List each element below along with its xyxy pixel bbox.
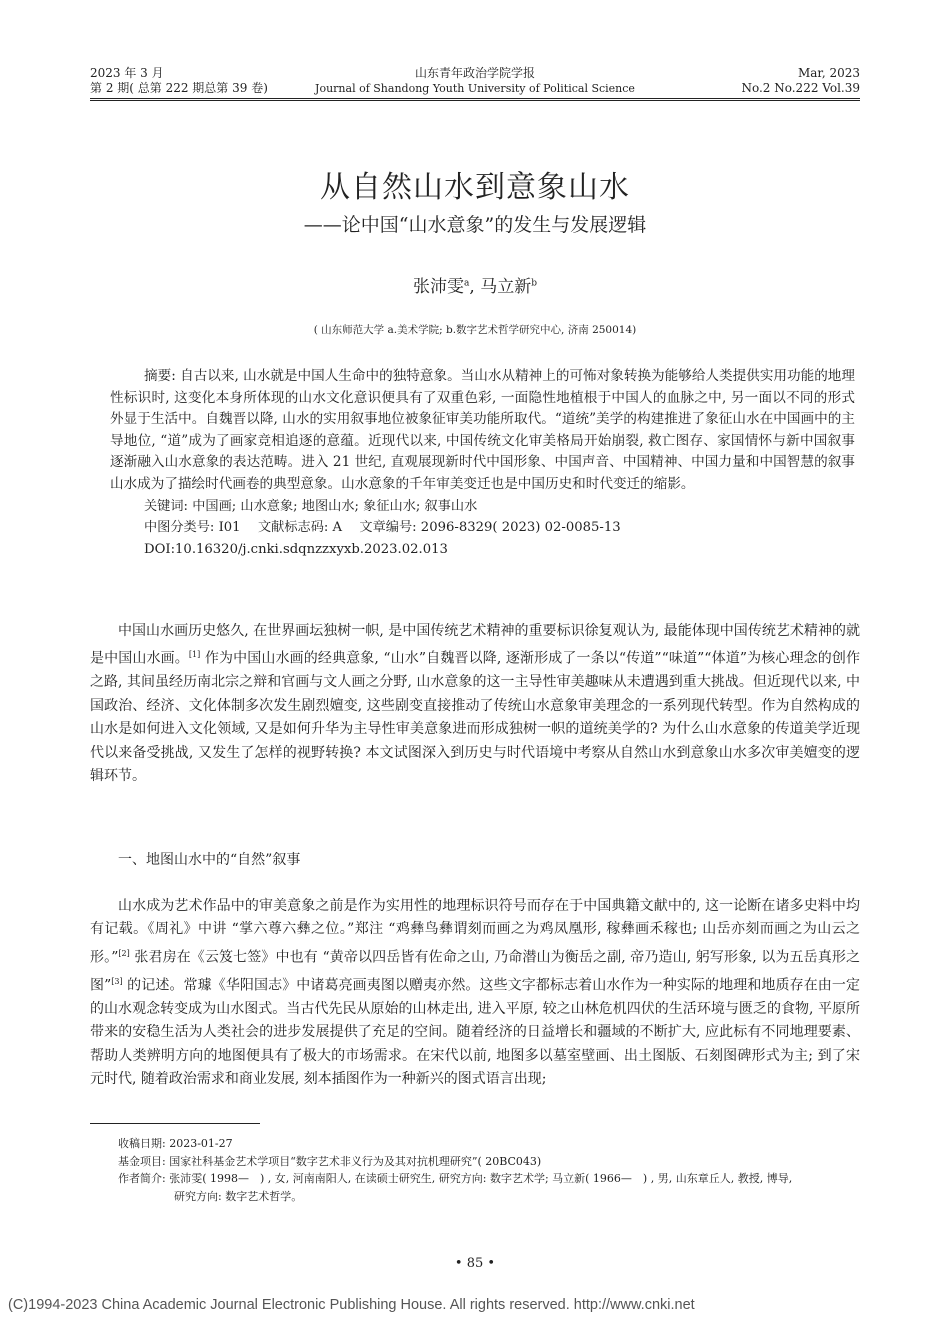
article-subtitle: ——论中国“山水意象”的发生与发展逻辑: [303, 214, 647, 236]
author-line: [0, 272, 950, 297]
author-bio: 作者简介: 张沛雯( 1998— ) , 女, 河南南阳人, 在读硕士研究生, 研究方向: 数字艺术学; 马立新( 1966— ) , 男, 山东章丘人, 教授, 博导,: [118, 1172, 793, 1185]
section1-paragraph: [90, 895, 860, 1092]
author-name: 马立新: [480, 277, 532, 297]
section1-text: 的记述。常璩《华阳国志》中诸葛亮画夷图以赠夷亦然。这些文字都标志着山水作为一种实际的地理和地质存在由一定的山水观念转变成为山水图式。当古代先民从原始的山林走出, 进入平原, 较之山林危机四伏的生活环境与匮乏的食物, 平原所带来的安稳生活为人类社会的进步发展提供了充足的空间。随着经济的日益增长和疆域的不断扩大, 应此标有不同地理要素、帮助人类辨明方向的地图便具有了极大的市场需求。在宋代以前, 地图多以墓室壁画、出土图版、石刻图碑形式为主; 到了宋元时代, 随着政治需求和商业发展, 刻本插图作为一种新兴的图式语言出现;: [90, 977, 860, 1088]
header-journal-cn: 山东青年政治学院学报: [414, 66, 535, 80]
author-affil-mark: a: [464, 278, 470, 289]
page-number: • 85 •: [454, 1256, 496, 1271]
doi: DOI:10.16320/j.cnki.sdqnzzxyxb.2023.02.013: [144, 541, 448, 557]
intro-text: 中国山水画历史悠久, 在世界画坛独树一帜, 是中国传统艺术精神的重要标识徐复观认为, 最能体现中国传统艺术精神的就是中国山水画。: [90, 623, 860, 668]
header-left-date: 2023 年 3 月: [90, 66, 164, 80]
section-heading: 一、地图山水中的“自然”叙事: [118, 852, 301, 868]
article-title: 从自然山水到意象山水: [320, 170, 630, 205]
header-left-issue: 第 2 期( 总第 222 期总第 39 卷): [90, 81, 268, 95]
abstract-block: [110, 366, 855, 560]
classification-codes: 中图分类号: I01 文献标志码: A 文章编号: 2096-8329( 2023) 02-0085-13: [144, 520, 621, 536]
author-separator: ,: [469, 277, 481, 297]
footnote-rule: [90, 1123, 260, 1124]
header-journal-en: Journal of Shandong Youth University of Political Science: [315, 82, 635, 95]
header-rule: [90, 98, 860, 99]
copyright-notice: (C)1994-2023 China Academic Journal Electronic Publishing House. All rights reserved. http://www.cnki.net: [8, 1297, 695, 1313]
header-right-date: Mar, 2023: [797, 66, 860, 80]
section1-text: 山水成为艺术作品中的审美意象之前是作为实用性的地理标识符号而存在于中国典籍文献中的, 这一论断在诸多史料中均有记载。《周礼》中讲 “掌六尊六彝之位。”郑注 “鸡彝鸟彝谓刻而画之为鸡凤凰形, 稼彝画禾稼也; 山岳亦刻而画之为山云之形。”: [90, 898, 860, 966]
author-name: 张沛雯: [413, 277, 465, 297]
abstract-text: 摘要: 自古以来, 山水就是中国人生命中的独特意象。当山水从精神上的可怖对象转换为能够给人类提供实用功能的地理性标识时, 这变化本身所体现的山水文化意识便具有了双重色彩, 一面隐性地植根于中国人的血脉之中, 另一面以不同的形式外显于生活中。自魏晋以降, 山水的实用叙事地位被象征审美功能所取代。“道统”美学的构建推进了象征山水在中国画中的主导地位, “道”成为了画家竞相追逐的意蕴。近现代以来, 中国传统文化审美格局开始崩裂, 救亡图存、家国情怀与新中国叙事逐渐融入山水意象的表达范畴。进入 21 世纪, 直观展现新时代中国形象、中国声音、中国精神、中国力量和中国智慧的叙事山水成为了描绘时代画卷的典型意象。山水意象的千年审美变迁也是中国历史和时代变迁的缩影。: [110, 368, 855, 492]
received-date: 收稿日期: 2023-01-27: [118, 1137, 233, 1150]
citation-ref: [1]: [188, 650, 201, 660]
header-right-issue: No.2 No.222 Vol.39: [741, 81, 860, 95]
header-rule-double: [90, 100, 860, 101]
citation-ref: [2]: [118, 948, 130, 958]
intro-paragraph: [90, 620, 860, 789]
fund-info: 基金项目: 国家社科基金艺术学项目“数字艺术非义行为及其对抗机理研究”( 20BC043): [118, 1154, 542, 1168]
author-affil-mark: b: [531, 278, 537, 289]
citation-ref: [3]: [111, 976, 123, 986]
author-bio-cont: 研究方向: 数字艺术哲学。: [174, 1189, 303, 1203]
intro-text: 作为中国山水画的经典意象, “山水”自魏晋以降, 逐渐形成了一条以“传道”“味道”“体道”为核心理念的创作之路, 其间虽经历南北宗之辩和官画与文人画之分野, 山水意象的这一主导性审美趣味从未遭遇到重大挑战。但近现代以来, 中国政治、经济、文化体制多次发生剧烈嬗变, 这些剧变直接推动了传统山水意象审美理念的一系列现代转型。作为自然构成的山水是如何进入文化领域, 又是如何升华为主导性审美意象进而形成独树一帜的道统美学的? 为什么山水意象的传道美学近现代以来备受挑战, 又发生了怎样的视野转换? 本文试图深入到历史与时代语境中考察从自然山水到意象山水多次审美嬗变的逻辑环节。: [90, 651, 861, 785]
footnotes: [118, 1135, 863, 1205]
keywords: 关键词: 中国画; 山水意象; 地图山水; 象征山水; 叙事山水: [144, 498, 478, 514]
section1-text: 张君房在《云笈七签》中也有 “黄帝以四岳皆有佐命之山, 乃命潜山为衡岳之副, 帝乃造山, 躬写形象, 以为五岳真形之图”: [90, 949, 860, 994]
affiliation: ( 山东师范大学 a.美术学院; b.数字艺术哲学研究中心, 济南 250014): [313, 324, 637, 336]
